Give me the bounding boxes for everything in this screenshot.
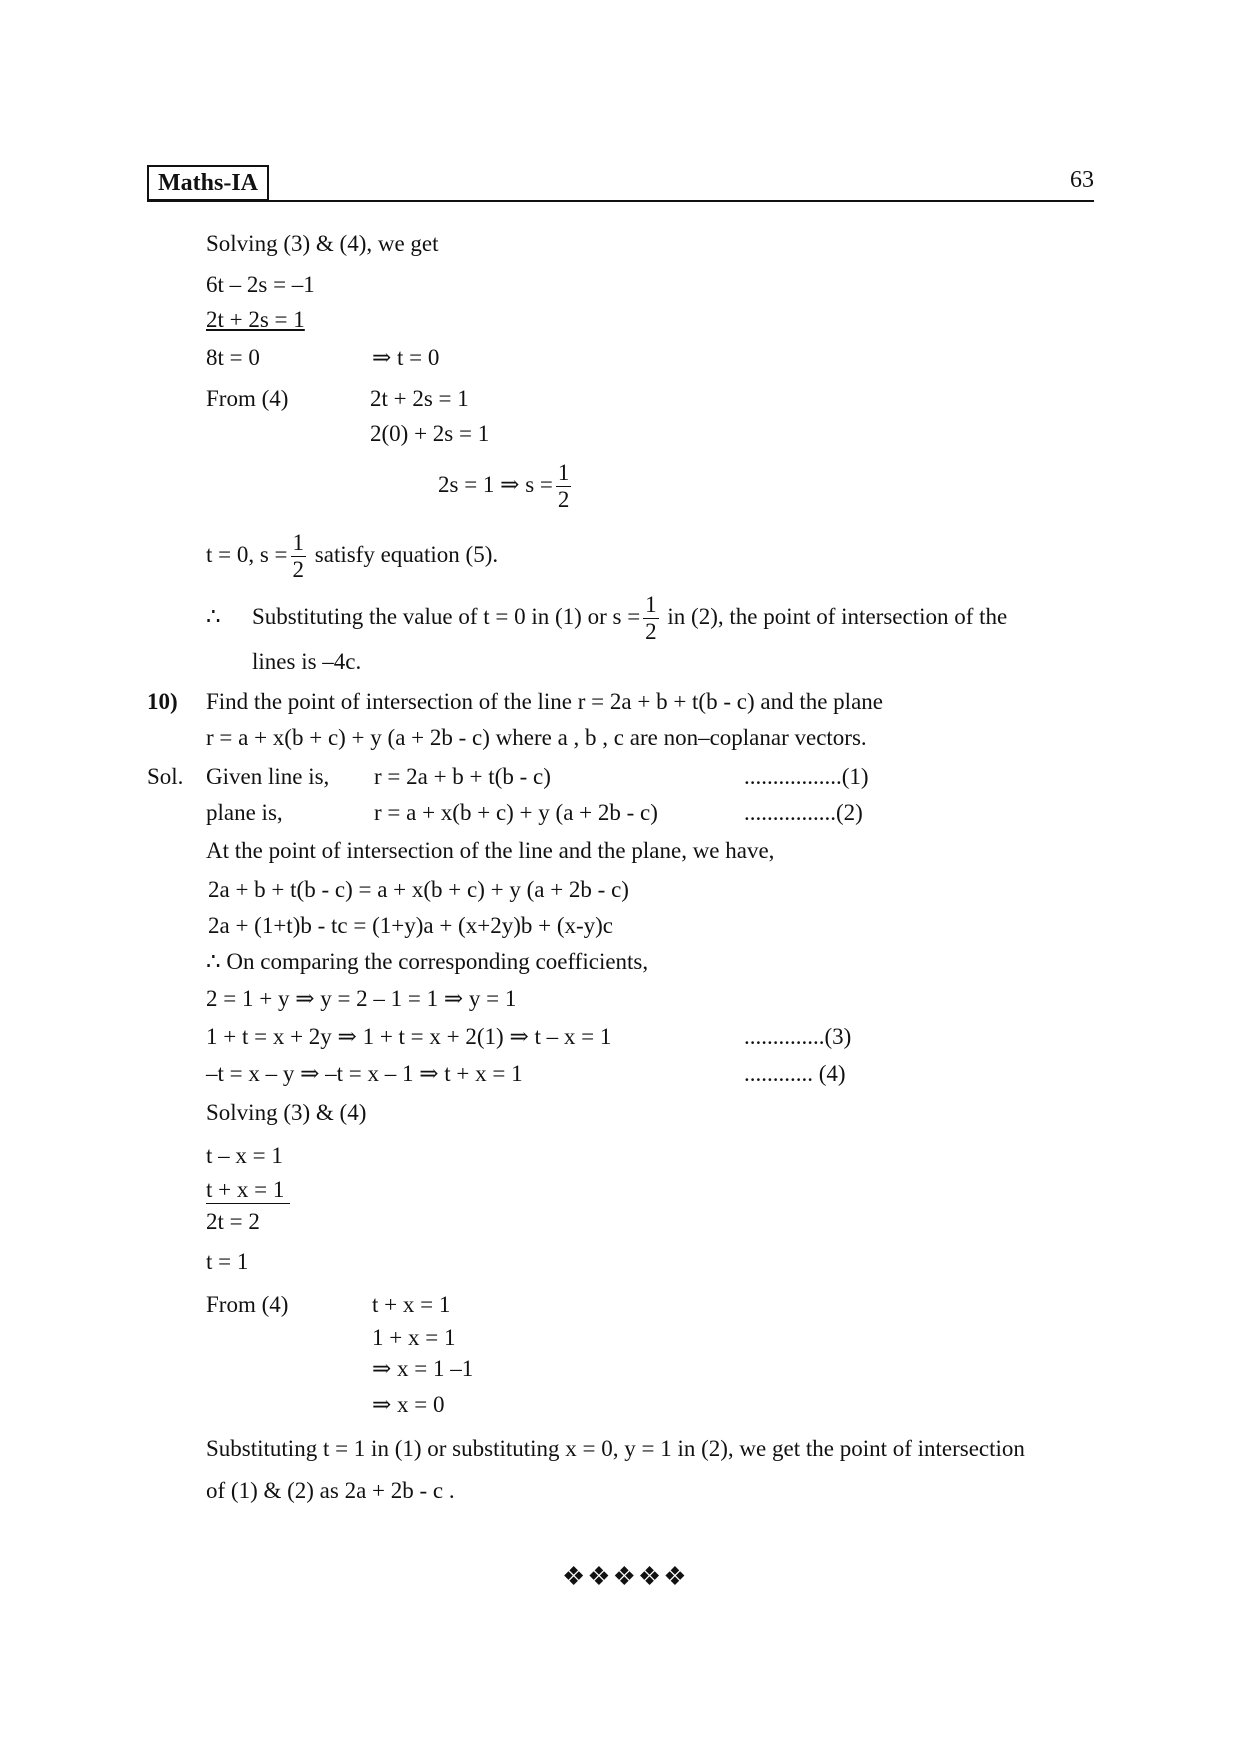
from-4-line-3-text: 2s = 1 ⇒ s = [438,472,553,497]
question-line-2: r = a + x(b + c) + y (a + 2b - c) where a , b , c are non–coplanar vectors. [206,725,867,750]
from-4-line-3 [438,455,574,515]
plane-equation: r = a + x(b + c) + y (a + 2b - c) [374,800,658,825]
solve-eq-3: 2t = 2 [206,1209,260,1234]
fraction-denominator: 2 [557,487,570,513]
equation-3-result: ⇒ t = 0 [372,345,440,370]
final-statement-2: of (1) & (2) as 2a + 2b - c . [206,1478,455,1503]
fraction-denominator: 2 [292,557,305,583]
equation-tag-1: .................(1) [744,764,869,789]
solving-intro: Solving (3) & (4), we get [206,231,439,256]
fraction-denominator: 2 [645,619,657,645]
solve-eq-1: t – x = 1 [206,1143,283,1168]
from-4-step-4: ⇒ x = 0 [372,1392,445,1417]
question-number: 10) [147,689,178,714]
subject-label: Maths-IA [147,165,269,201]
intersection-statement: At the point of intersection of the line and the plane, we have, [206,838,775,863]
sum-rule [206,1203,290,1204]
ts-statement [206,525,498,585]
substitution-line-2: lines is –4c. [252,649,362,674]
coefficient-eq-1: 2 = 1 + y ⇒ y = 2 – 1 = 1 ⇒ y = 1 [206,986,517,1011]
solving-3-4-label: Solving (3) & (4) [206,1100,367,1125]
substitution-text-a: Substituting the value of t = 0 in (1) or s = [252,604,641,629]
given-line-label: Given line is, [206,764,330,789]
therefore-symbol: ∴ [206,604,221,629]
from-4-step-3: ⇒ x = 1 –1 [372,1356,474,1381]
fraction-half [556,460,572,513]
page-number: 63 [1070,167,1094,193]
from-4-label: From (4) [206,386,289,411]
header-rule [147,200,1094,202]
equation-3: 8t = 0 [206,345,260,370]
equation-tag-3: ..............(3) [744,1024,852,1049]
fraction-numerator: 1 [292,530,305,556]
from-4-line-2: 2(0) + 2s = 1 [370,421,490,446]
from-4-label-2: From (4) [206,1292,289,1317]
ts-text-a: t = 0, s = [206,542,288,567]
from-4-step-1: t + x = 1 [372,1292,451,1317]
equation-tag-2: ................(2) [744,800,863,825]
substitution-line-1 [252,587,1007,647]
fraction-numerator: 1 [557,460,570,486]
equation-2: 2t + 2s = 1 [206,307,305,332]
from-4-step-2: 1 + x = 1 [372,1325,456,1350]
solution-label: Sol. [147,764,184,789]
question-line-1: Find the point of intersection of the line r = 2a + b + t(b - c) and the plane [206,689,883,714]
solve-eq-4: t = 1 [206,1249,249,1274]
equation-1: 6t – 2s = –1 [206,272,315,297]
intersection-equation-a: 2a + b + t(b - c) = a + x(b + c) + y (a + 2b - c) [208,877,629,902]
section-end-ornament: ❖❖❖❖❖ [562,1562,689,1591]
final-statement-1: Substituting t = 1 in (1) or substituting x = 0, y = 1 in (2), we get the point of intersection [206,1436,1025,1461]
given-line-equation: r = 2a + b + t(b - c) [374,764,551,789]
coefficient-eq-2: 1 + t = x + 2y ⇒ 1 + t = x + 2(1) ⇒ t – x = 1 [206,1024,612,1049]
from-4-line-1: 2t + 2s = 1 [370,386,469,411]
solve-eq-2: t + x = 1 [206,1177,285,1202]
substitution-text-b: in (2), the point of intersection of the [667,604,1008,629]
ts-text-b: satisfy equation (5). [314,542,499,567]
intersection-equation-b: 2a + (1+t)b - tc = (1+y)a + (x+2y)b + (x-y)c [208,913,614,938]
fraction-half-2 [291,530,307,583]
fraction-numerator: 1 [645,592,657,618]
equation-tag-4: ............ (4) [744,1061,846,1086]
coefficient-eq-3: –t = x – y ⇒ –t = x – 1 ⇒ t + x = 1 [206,1061,523,1086]
comparing-statement: ∴ On comparing the corresponding coefficients, [206,949,649,974]
plane-label: plane is, [206,800,283,825]
fraction-half-3 [643,592,659,645]
